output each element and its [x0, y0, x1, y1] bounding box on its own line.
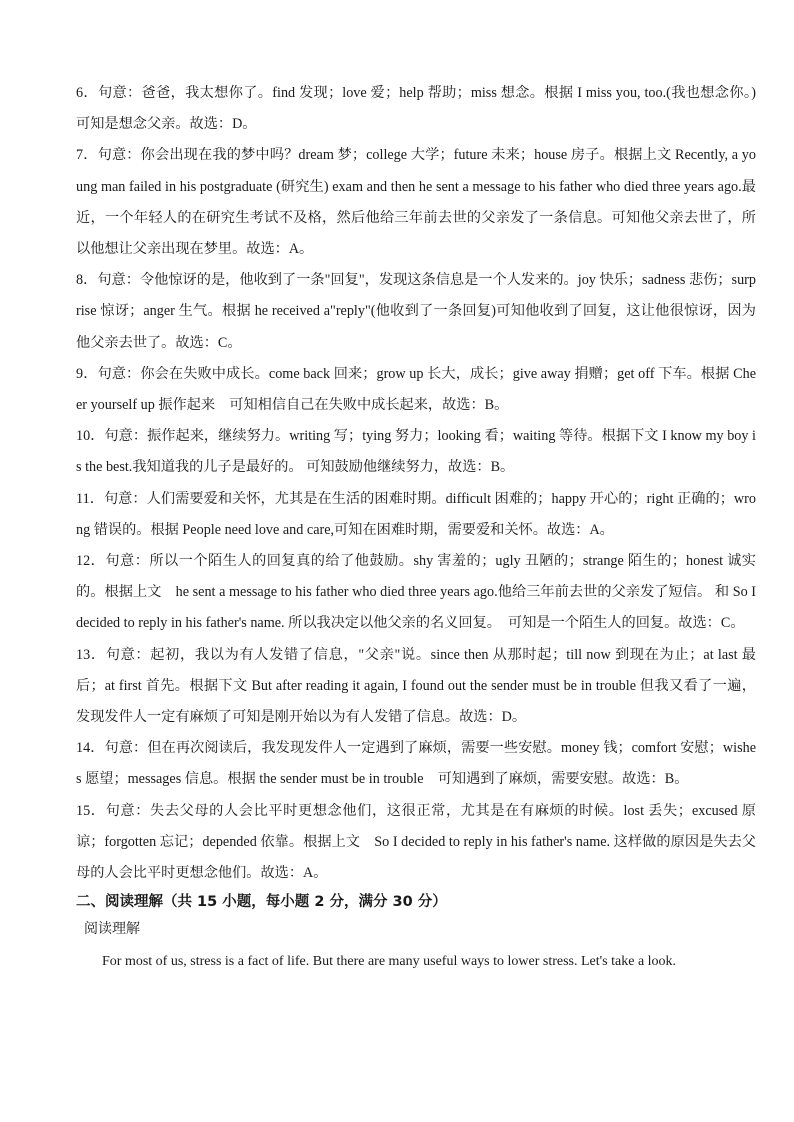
explanation-9: 9．句意：你会在失败中成长。come back 回来；grow up 长大，成长；give away 捐赠；get off 下车。根据 Cheer yourself up 振作起来 可知相信自己在失败中成长起来，故选：B。 — [76, 365, 756, 414]
explanation-13: 13．句意：起初，我以为有人发错了信息，"父亲"说。since then 从那时起；till now 到现在为止；at last 最后；at first 首先。根据下文 But after reading it again, I found out the sender must be in trouble 但我又看了一遍，发现发件人一定有麻烦了可知是刚开始以为有人发错了信息。故选：D。 — [76, 646, 756, 726]
explanation-12: 12．句意：所以一个陌生人的回复真的给了他鼓励。shy 害羞的；ugly 丑陋的；strange 陌生的；honest 诚实的。根据上文 he sent a message to his father who died three years ago.他给三年前去世的父亲发了短信。 和 So I decided to reply in his father's name. 所以我决定以他父亲的名义回复。 可知是一个陌生人的回复。故选：C。 — [76, 553, 756, 632]
explanation-6: 6．句意：爸爸，我太想你了。find 发现；love 爱；help 帮助；miss 想念。根据 I miss you, too.(我也想念你。)可知是想念父亲。故选：D。 — [76, 85, 756, 133]
document-page — [76, 78, 756, 979]
section-heading: 二、阅读理解（共 15 小题，每小题 2 分，满分 30 分） — [76, 894, 447, 911]
passage-first-line: For most of us, stress is a fact of life. But there are many useful ways to lower stress. Let's take a look. — [102, 954, 677, 970]
explanation-11: 11．句意：人们需要爱和关怀，尤其是在生活的困难时期。difficult 困难的；happy 开心的；right 正确的；wrong 错误的。根据 People need love and care,可知在困难时期，需要爱和关怀。故选：A。 — [76, 490, 756, 538]
explanation-15: 15．句意：失去父母的人会比平时更想念他们，这很正常，尤其是在有麻烦的时候。lost 丢失；excused 原谅；forgotten 忘记；depended 依靠。根据上文 So I decided to reply in his father's name. 这样做的原因是失去父母的人会比平时更想念他们。故选：A。 — [76, 802, 756, 882]
explanation-10: 10．句意：振作起来，继续努力。writing 写；tying 努力；looking 看；waiting 等待。根据下文 I know my boy is the best.我知道我的儿子是最好的。 可知鼓励他继续努力，故选：B。 — [76, 428, 756, 476]
explanation-7: 7．句意：你会出现在我的梦中吗？dream 梦；college 大学；future 未来；house 房子。根据上文 Recently, a young man failed in his postgraduate (研究生) exam and then he sent a message to his father who died three years ago.最近，一个年轻人的在研究生考试不及格，然后他给三年前去世的父亲发了一条信息。可知他父亲去世了，所以他想让父亲出现在梦里。故选：A。 — [76, 147, 756, 258]
explanation-14: 14．句意：但在再次阅读后，我发现发件人一定遇到了麻烦，需要一些安慰。money 钱；comfort 安慰；wishes 愿望；messages 信息。根据 the sender must be in trouble 可知遇到了麻烦，需要安慰。故选：B。 — [76, 740, 756, 788]
section-subheading: 阅读理解 — [84, 922, 140, 938]
explanation-8: 8．句意：令他惊讶的是，他收到了一条"回复"，发现这条信息是一个人发来的。joy 快乐；sadness 悲伤；surprise 惊讶；anger 生气。根据 he received a"reply"(他收到了一条回复)可知他收到了回复，这让他很惊讶，因为他父亲去世了。故选：C。 — [76, 272, 756, 351]
